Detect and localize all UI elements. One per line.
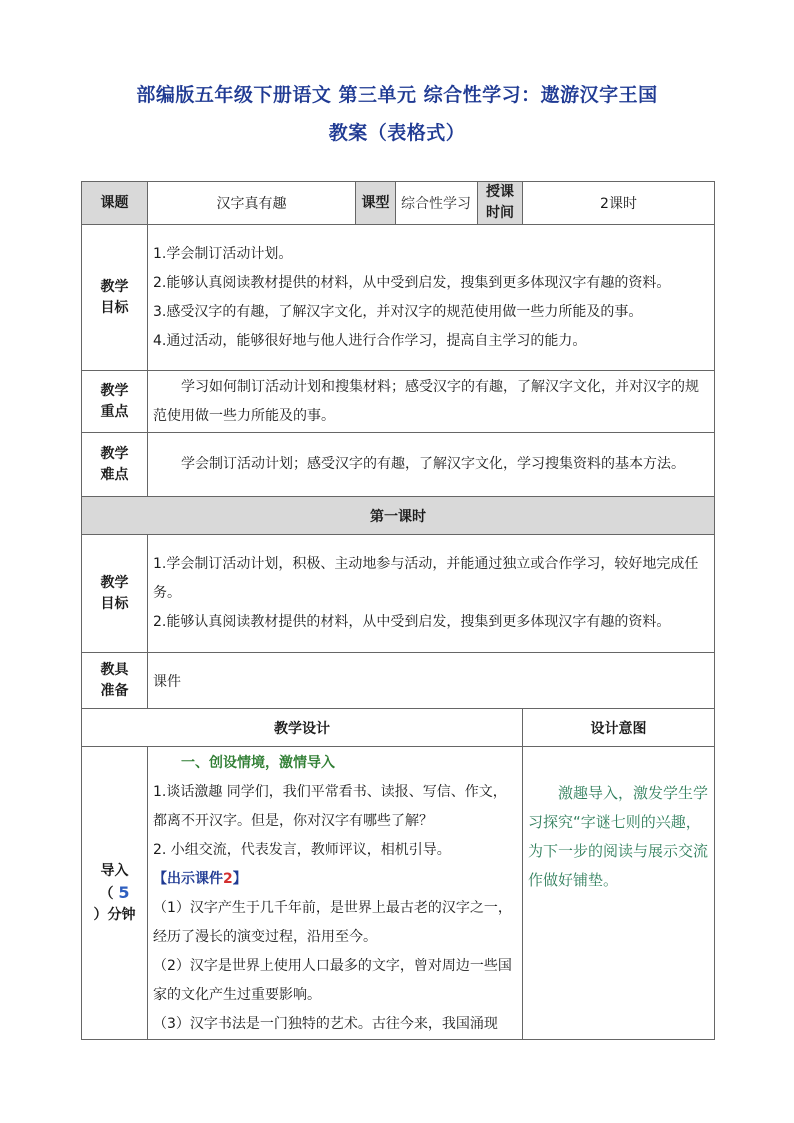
lesson1-goals-label: 教学 目标 xyxy=(82,535,148,653)
type-value: 综合性学习 xyxy=(396,182,478,225)
type-label: 课型 xyxy=(356,182,396,225)
key-points-row xyxy=(82,371,715,433)
tools-label: 教具 准备 xyxy=(82,653,148,709)
difficulties-row xyxy=(82,433,715,497)
design-header-row xyxy=(82,709,715,747)
goal-item: 4.通过活动，能够很好地与他人进行合作学习，提高自主学习的能力。 xyxy=(153,332,587,349)
time-value: 2课时 xyxy=(523,182,715,225)
goal-item: 2.能够认真阅读教材提供的材料，从中受到启发，搜集到更多体现汉字有趣的资料。 xyxy=(153,274,671,291)
intro-row xyxy=(82,747,715,1040)
design-col-header: 教学设计 xyxy=(82,709,523,747)
topic-label: 课题 xyxy=(82,182,148,225)
tools-row xyxy=(82,653,715,709)
tools-content: 课件 xyxy=(148,653,715,709)
key-points-content: 学习如何制订活动计划和搜集材料；感受汉字的有趣，了解汉字文化，并对汉字的规范使用做一些力所能及的事。 xyxy=(148,371,715,433)
difficulties-label: 教学 难点 xyxy=(82,433,148,497)
goals-label: 教学 目标 xyxy=(82,225,148,371)
goal-item: 1.学会制订活动计划。 xyxy=(153,245,293,262)
lesson1-heading: 第一课时 xyxy=(82,497,715,535)
intent-content: 激趣导入，激发学生学习探究“字谜七则的兴趣，为下一步的阅读与展示交流作做好铺垫。 xyxy=(523,747,715,1040)
lesson1-heading-row xyxy=(82,497,715,535)
doc-subtitle: 教案（表格式） xyxy=(328,122,466,144)
intro-content xyxy=(148,747,523,1040)
intro-para: （2）汉字是世界上使用人口最多的文字，曾对周边一些国家的文化产生过重要影响。 xyxy=(153,958,512,1003)
goals-content xyxy=(148,225,715,371)
key-points-label: 教学 重点 xyxy=(82,371,148,433)
section-heading: 一、创设情境，激情导入 xyxy=(181,755,335,771)
goals-row xyxy=(82,225,715,371)
lesson1-goals-content xyxy=(148,535,715,653)
lesson-plan-table xyxy=(81,181,715,1040)
goal-item: 2.能够认真阅读教材提供的材料，从中受到启发，搜集到更多体现汉字有趣的资料。 xyxy=(153,614,671,630)
intro-para: （3）汉字书法是一门独特的艺术。古往今来，我国涌现 xyxy=(153,1016,498,1032)
difficulties-content: 学会制订活动计划；感受汉字的有趣，了解汉字文化，学习搜集资料的基本方法。 xyxy=(148,433,715,497)
time-label: 授课 时间 xyxy=(478,182,523,225)
intro-para: 2. 小组交流，代表发言，教师评议，相机引导。 xyxy=(153,842,451,858)
doc-title: 部编版五年级下册语文 第三单元 综合性学习：遨游汉字王国 xyxy=(136,84,658,106)
intro-para: 1.谈话激趣 同学们，我们平常看书、读报、写信、作文，都离不开汉字。但是，你对汉字有哪些了解？ xyxy=(153,784,507,829)
intent-col-header: 设计意图 xyxy=(523,709,715,747)
slide-marker: 【出示课件2】 xyxy=(153,871,247,887)
goal-item: 3.感受汉字的有趣，了解汉字文化，并对汉字的规范使用做一些力所能及的事。 xyxy=(153,303,643,320)
header-row xyxy=(82,182,715,225)
lesson1-goals-row xyxy=(82,535,715,653)
intro-label: 导入 （ 5 ）分钟 xyxy=(82,747,148,1040)
goal-item: 1.学会制订活动计划，积极、主动地参与活动，并能通过独立或合作学习，较好地完成任务。 xyxy=(153,556,699,601)
intro-para: （1）汉字产生于几千年前，是世界上最古老的汉字之一，经历了漫长的演变过程，沿用至今。 xyxy=(153,900,512,945)
topic-value: 汉字真有趣 xyxy=(148,182,356,225)
